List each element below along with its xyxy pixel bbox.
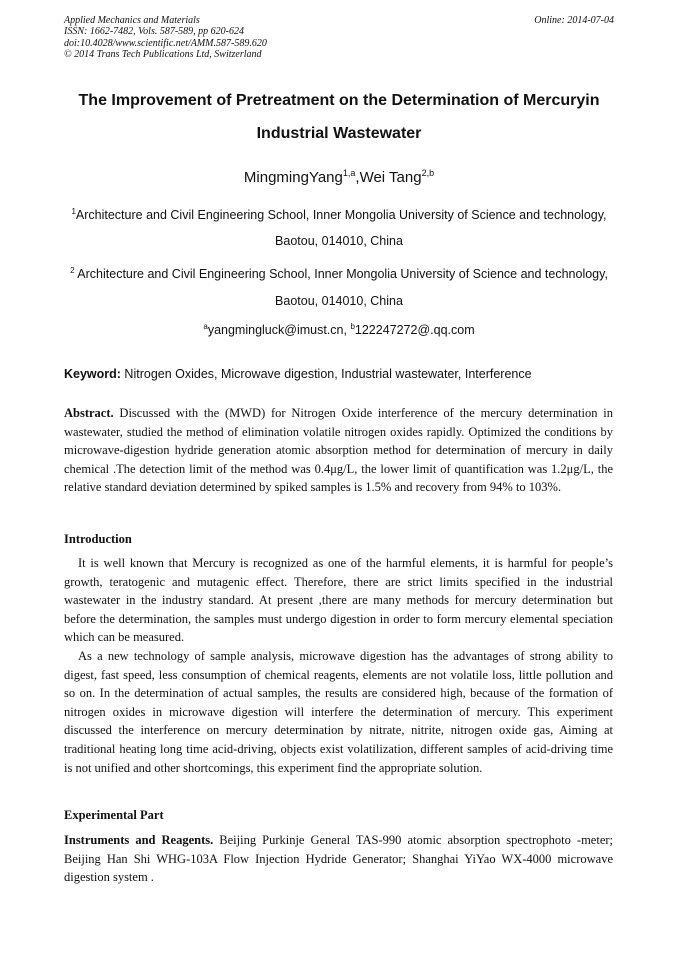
affiliation-2-line2: Baotou, 014010, China xyxy=(275,294,403,308)
doi-line: doi:10.4028/www.scientific.net/AMM.587-589.620 xyxy=(64,37,267,49)
affiliation-2-line1 xyxy=(50,266,628,281)
paper-title-line1: The Improvement of Pretreatment on the Determination of Mercuryin xyxy=(78,92,600,109)
instruments-paragraph xyxy=(64,831,613,887)
paper-title-line2: Industrial Wastewater xyxy=(256,125,422,142)
affiliation-1-line1 xyxy=(50,207,628,222)
introduction-paragraph-2: As a new technology of sample analysis, microwave digestion has the advantages of strong ability to digest, fast speed, less consumption of chemical reagents, elements are not volatile loss, little pollution and so on. In the determination of actual samples, the results are considered high, because of the formation of nitrogen oxides in microwave digestion will interfere the determination of mercury. This experiment discussed the interference on mercury determination by nitrate, nitrite, nitrogen oxide gas, Aiming at traditional heating long time acid-driving, objects exist volatilization, different samples of acid-driving time is not unified and other shortcomings, this experiment find the appropriate solution. xyxy=(64,648,613,775)
affiliation-1-mark: 1 xyxy=(71,207,76,216)
affiliation-1-line2: Baotou, 014010, China xyxy=(275,234,403,248)
affiliation-2-text: Architecture and Civil Engineering School, Inner Mongolia University of Science and technology, xyxy=(74,267,608,281)
copyright-line: © 2014 Trans Tech Publications Ltd, Switzerland xyxy=(64,49,262,61)
abstract-text: Discussed with the (MWD) for Nitrogen Oxide interference of the mercury determination in wastewater, studied the method of elimination volatile nitrogen oxides rapidly. Optimized the conditions by microwave-digestion hydride generation atomic absorption method for determination of mercury in daily chemical .The detection limit of the method was 0.4μg/L, the lower limit of quantification was 1.2μg/L, the relative standard deviation determined by spiked samples is 1.5% and recovery from 94% to 103%. xyxy=(64,406,613,495)
author-separator: , xyxy=(355,169,360,186)
keyword-line xyxy=(64,367,532,381)
online-date: Online: 2014-07-04 xyxy=(534,15,614,26)
introduction-paragraph-1: It is well known that Mercury is recognized as one of the harmful elements, it is harmful for people’s growth, teratogenic and mutagenic effect. Therefore, there are strict limits specified in the industrial wastewater in the industry standard. At present ,there are many methods for mercury determination but before the determination, the samples must undergo digestion in order to form mercury elemental speciation which can be measured. xyxy=(64,556,613,645)
affiliation-2-mark: 2 xyxy=(70,266,75,275)
author-2: Wei Tang xyxy=(359,169,422,186)
issn-line: ISSN: 1662-7482, Vols. 587-589, pp 620-624 xyxy=(64,26,244,38)
email-b[interactable]: 122247272@.qq.com xyxy=(354,323,475,337)
author-1-affiliation-mark: 1,a xyxy=(342,168,356,178)
email-b-mark: b xyxy=(350,322,355,331)
keyword-label: Keyword: xyxy=(64,367,121,381)
instruments-text: Beijing Purkinje General TAS-990 atomic absorption spectrophoto -meter; Beijing Han Shi WHG-103A Flow Injection Hydride Generator; Shanghai YiYao WX-4000 microwave digestion system . xyxy=(64,833,614,885)
author-line xyxy=(0,168,678,186)
keyword-text: Nitrogen Oxides, Microwave digestion, Industrial wastewater, Interference xyxy=(120,367,532,381)
email-a-mark: a xyxy=(203,322,208,331)
introduction-body xyxy=(64,554,613,777)
email-line xyxy=(50,322,628,337)
email-a[interactable]: yangmingluck@imust.cn, xyxy=(207,323,351,337)
affiliation-1-text: Architecture and Civil Engineering School, Inner Mongolia University of Science and technology, xyxy=(75,208,607,222)
author-2-affiliation-mark: 2,b xyxy=(421,168,435,178)
abstract xyxy=(64,404,613,497)
journal-name: Applied Mechanics and Materials xyxy=(64,15,200,26)
instruments-label: Instruments and Reagents. xyxy=(64,833,214,847)
experimental-heading: Experimental Part xyxy=(64,808,164,822)
author-1: MingmingYang xyxy=(243,169,343,186)
abstract-label: Abstract. xyxy=(64,406,114,420)
journal-header xyxy=(64,15,614,61)
introduction-heading: Introduction xyxy=(64,532,132,546)
